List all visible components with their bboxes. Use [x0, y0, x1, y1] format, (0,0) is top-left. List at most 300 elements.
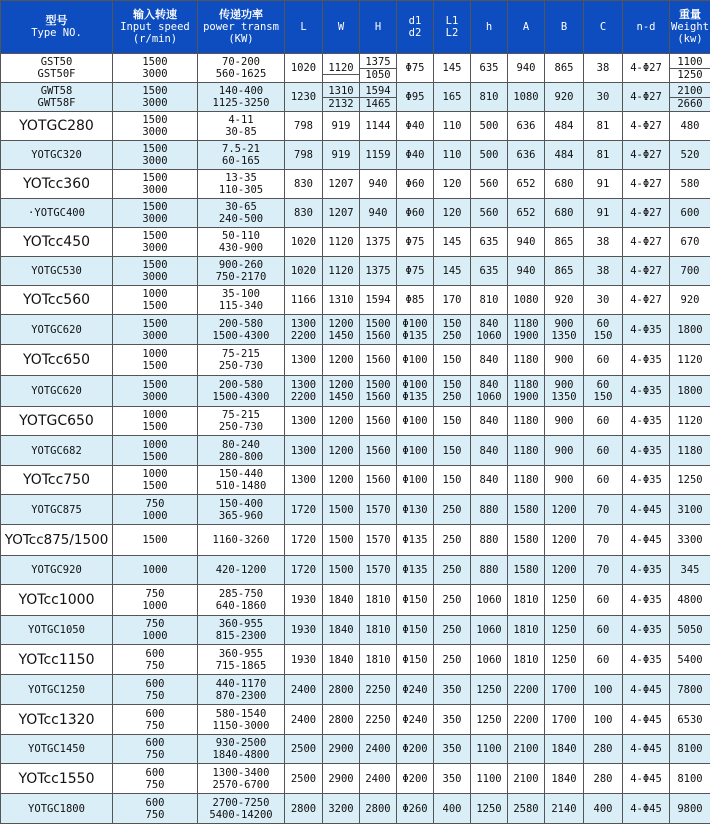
table-row: [1, 199, 710, 228]
table-row: [1, 141, 710, 170]
speed-cell: 1000 1500: [113, 466, 198, 495]
w-cell: 1207: [323, 199, 360, 228]
table-row: [1, 170, 710, 199]
lx-cell: 145: [434, 228, 471, 257]
d-cell: Φ100: [397, 436, 434, 466]
l-cell: 1020: [285, 257, 323, 286]
a-cell: 652: [508, 199, 545, 228]
d-cell: Φ240: [397, 705, 434, 735]
weight-cell: 1800: [670, 376, 710, 407]
h-cell: 1144: [360, 112, 397, 141]
d-cell: Φ240: [397, 675, 434, 705]
h-cell: 1560: [360, 345, 397, 376]
power-cell: 75-215 250-730: [198, 407, 285, 436]
w-cell: 2800: [323, 675, 360, 705]
table-row: [1, 764, 710, 794]
h-cell: 1250: [471, 705, 508, 735]
b-cell: 920: [545, 83, 584, 112]
type-cell: ·YOTGC400: [1, 199, 113, 228]
c-cell: 70: [584, 525, 623, 556]
c-cell: 70: [584, 495, 623, 525]
speed-cell: 1500 3000: [113, 199, 198, 228]
l-cell: 1720: [285, 525, 323, 556]
type-cell: YOTGC1250: [1, 675, 113, 705]
power-cell: 580-1540 1150-3000: [198, 705, 285, 735]
speed-cell: 1500 3000: [113, 83, 198, 112]
table-row: [1, 616, 710, 645]
b-cell: 680: [545, 199, 584, 228]
lx-cell: 250: [434, 616, 471, 645]
table-row: [1, 495, 710, 525]
a-cell: 2200: [508, 705, 545, 735]
c-cell: 30: [584, 286, 623, 315]
type-cell: YOTGC1050: [1, 616, 113, 645]
type-cell: YOTGC1800: [1, 794, 113, 824]
b-cell: 2140: [545, 794, 584, 824]
lx-cell: 150 250: [434, 315, 471, 345]
type-cell: YOTGC650: [1, 407, 113, 436]
power-cell: 1300-3400 2570-6700: [198, 764, 285, 794]
c-cell: 60: [584, 466, 623, 495]
b-cell: 865: [545, 257, 584, 286]
b-cell: 1700: [545, 705, 584, 735]
h-cell: 2400: [360, 764, 397, 794]
b-cell: 900: [545, 436, 584, 466]
c-cell: 100: [584, 675, 623, 705]
weight-cell: 8100: [670, 764, 710, 794]
power-cell: 50-110 430-900: [198, 228, 285, 257]
c-cell: 30: [584, 83, 623, 112]
nd-cell: 4-Φ45: [623, 495, 670, 525]
d-cell: Φ40: [397, 112, 434, 141]
d-cell: Φ135: [397, 556, 434, 585]
h-cell: 635: [471, 257, 508, 286]
h-cell: 880: [471, 556, 508, 585]
b-cell: 484: [545, 141, 584, 170]
spec-body: [1, 54, 710, 824]
h-cell: 880: [471, 495, 508, 525]
table-row: [1, 315, 710, 345]
table-row: [1, 735, 710, 764]
speed-cell: 1500 3000: [113, 257, 198, 286]
speed-cell: 600 750: [113, 764, 198, 794]
h-cell: 940: [360, 199, 397, 228]
d-cell: Φ60: [397, 199, 434, 228]
h-cell: 840: [471, 345, 508, 376]
lx-cell: 110: [434, 141, 471, 170]
b-cell: 900 1350: [545, 315, 584, 345]
w-cell: 2900: [323, 735, 360, 764]
header-nd: n-d: [623, 1, 670, 54]
speed-cell: 600 750: [113, 705, 198, 735]
weight-cell: 920: [670, 286, 710, 315]
l-cell: 2500: [285, 735, 323, 764]
c-cell: 70: [584, 556, 623, 585]
l-cell: 1720: [285, 495, 323, 525]
weight-cell: 1250: [670, 466, 710, 495]
header-a: A: [508, 1, 545, 54]
l-cell: 2800: [285, 794, 323, 824]
c-cell: 81: [584, 112, 623, 141]
h-cell: 810: [471, 286, 508, 315]
c-cell: 38: [584, 228, 623, 257]
nd-cell: 4-Φ45: [623, 764, 670, 794]
h-cell: 1594 1465: [360, 83, 397, 112]
lx-cell: 250: [434, 585, 471, 616]
a-cell: 940: [508, 257, 545, 286]
c-cell: 38: [584, 54, 623, 83]
weight-cell: 600: [670, 199, 710, 228]
table-row: [1, 83, 710, 112]
c-cell: 60: [584, 645, 623, 675]
table-row: [1, 466, 710, 495]
d-cell: Φ75: [397, 54, 434, 83]
c-cell: 60: [584, 345, 623, 376]
h-cell: 2250: [360, 705, 397, 735]
d-cell: Φ100 Φ135: [397, 315, 434, 345]
speed-cell: 1500 3000: [113, 141, 198, 170]
a-cell: 1180 1900: [508, 376, 545, 407]
power-cell: 75-215 250-730: [198, 345, 285, 376]
l-cell: 1930: [285, 616, 323, 645]
weight-cell: 9800: [670, 794, 710, 824]
table-row: [1, 376, 710, 407]
b-cell: 920: [545, 286, 584, 315]
w-cell: 2800: [323, 705, 360, 735]
l-cell: 2400: [285, 705, 323, 735]
a-cell: 2100: [508, 735, 545, 764]
nd-cell: 4-Φ35: [623, 345, 670, 376]
weight-cell: 1120: [670, 345, 710, 376]
b-cell: 1250: [545, 616, 584, 645]
speed-cell: 600 750: [113, 735, 198, 764]
h-cell: 1375 1050: [360, 54, 397, 83]
nd-cell: 4-Φ27: [623, 257, 670, 286]
weight-cell: 700: [670, 257, 710, 286]
l-cell: 798: [285, 112, 323, 141]
weight-cell: 1120: [670, 407, 710, 436]
d-cell: Φ150: [397, 616, 434, 645]
d-cell: Φ75: [397, 257, 434, 286]
power-cell: 35-100 115-340: [198, 286, 285, 315]
b-cell: 1840: [545, 764, 584, 794]
type-cell: YOTGC280: [1, 112, 113, 141]
h-cell: 1560: [360, 436, 397, 466]
l-cell: 1230: [285, 83, 323, 112]
l-cell: 1166: [285, 286, 323, 315]
b-cell: 1200: [545, 556, 584, 585]
c-cell: 91: [584, 170, 623, 199]
l-cell: 1300 2200: [285, 315, 323, 345]
w-cell: 1310 2132: [323, 83, 360, 112]
a-cell: 2100: [508, 764, 545, 794]
lx-cell: 120: [434, 170, 471, 199]
a-cell: 940: [508, 228, 545, 257]
d-cell: Φ150: [397, 645, 434, 675]
w-cell: 1120: [323, 257, 360, 286]
a-cell: 1180: [508, 345, 545, 376]
nd-cell: 4-Φ45: [623, 525, 670, 556]
weight-cell: 3100: [670, 495, 710, 525]
type-cell: YOTGC682: [1, 436, 113, 466]
c-cell: 60: [584, 585, 623, 616]
h-cell: 2400: [360, 735, 397, 764]
h-cell: 2250: [360, 675, 397, 705]
power-cell: 7.5-21 60-165: [198, 141, 285, 170]
l-cell: 1300: [285, 436, 323, 466]
header-h: H: [360, 1, 397, 54]
speed-cell: 1500: [113, 525, 198, 556]
weight-cell: 8100: [670, 735, 710, 764]
header-row: [1, 1, 710, 54]
h-cell: 840 1060: [471, 315, 508, 345]
power-cell: 1160-3260: [198, 525, 285, 556]
w-cell: 2900: [323, 764, 360, 794]
d-cell: Φ75: [397, 228, 434, 257]
c-cell: 60: [584, 616, 623, 645]
a-cell: 1180: [508, 436, 545, 466]
h-cell: 500: [471, 141, 508, 170]
nd-cell: 4-Φ27: [623, 54, 670, 83]
type-cell: YOTcc650: [1, 345, 113, 376]
l-cell: 1300 2200: [285, 376, 323, 407]
header-d: d1 d2: [397, 1, 434, 54]
h-cell: 1159: [360, 141, 397, 170]
nd-cell: 4-Φ35: [623, 376, 670, 407]
type-cell: YOTGC620: [1, 315, 113, 345]
header-h-small: h: [471, 1, 508, 54]
weight-cell: 4800: [670, 585, 710, 616]
type-cell: YOTcc1550: [1, 764, 113, 794]
h-cell: 2800: [360, 794, 397, 824]
type-cell: YOTGC1450: [1, 735, 113, 764]
power-cell: 80-240 280-800: [198, 436, 285, 466]
nd-cell: 4-Φ27: [623, 228, 670, 257]
lx-cell: 165: [434, 83, 471, 112]
nd-cell: 4-Φ35: [623, 556, 670, 585]
nd-cell: 4-Φ35: [623, 315, 670, 345]
b-cell: 484: [545, 112, 584, 141]
power-cell: 200-580 1500-4300: [198, 376, 285, 407]
b-cell: 680: [545, 170, 584, 199]
b-cell: 1250: [545, 585, 584, 616]
a-cell: 2580: [508, 794, 545, 824]
l-cell: 1930: [285, 585, 323, 616]
table-row: [1, 54, 710, 83]
d-cell: Φ150: [397, 585, 434, 616]
type-cell: YOTcc360: [1, 170, 113, 199]
l-cell: 2400: [285, 675, 323, 705]
l-cell: 1020: [285, 228, 323, 257]
h-cell: 810: [471, 83, 508, 112]
table-row: [1, 345, 710, 376]
l-cell: 1720: [285, 556, 323, 585]
power-cell: 140-400 1125-3250: [198, 83, 285, 112]
type-cell: YOTGC920: [1, 556, 113, 585]
w-cell: 1120: [323, 54, 360, 83]
lx-cell: 170: [434, 286, 471, 315]
l-cell: 1300: [285, 407, 323, 436]
speed-cell: 600 750: [113, 675, 198, 705]
h-cell: 940: [360, 170, 397, 199]
type-cell: YOTcc560: [1, 286, 113, 315]
weight-cell: 480: [670, 112, 710, 141]
speed-cell: 1000 1500: [113, 286, 198, 315]
table-row: [1, 286, 710, 315]
d-cell: Φ100: [397, 407, 434, 436]
h-cell: 840 1060: [471, 376, 508, 407]
table-row: [1, 112, 710, 141]
h-cell: 1060: [471, 585, 508, 616]
type-cell: GST50 GST50F: [1, 54, 113, 83]
h-cell: 840: [471, 407, 508, 436]
lx-cell: 150: [434, 466, 471, 495]
lx-cell: 150: [434, 436, 471, 466]
b-cell: 1700: [545, 675, 584, 705]
lx-cell: 350: [434, 675, 471, 705]
a-cell: 2200: [508, 675, 545, 705]
nd-cell: 4-Φ35: [623, 645, 670, 675]
header-weight: 重量 Weight (kw): [670, 1, 710, 54]
a-cell: 652: [508, 170, 545, 199]
l-cell: 1020: [285, 54, 323, 83]
c-cell: 81: [584, 141, 623, 170]
l-cell: 1300: [285, 345, 323, 376]
a-cell: 1080: [508, 83, 545, 112]
d-cell: Φ200: [397, 735, 434, 764]
weight-cell: 520: [670, 141, 710, 170]
type-cell: YOTGC875: [1, 495, 113, 525]
table-row: [1, 645, 710, 675]
l-cell: 2500: [285, 764, 323, 794]
c-cell: 60: [584, 407, 623, 436]
power-cell: 150-440 510-1480: [198, 466, 285, 495]
d-cell: Φ100: [397, 345, 434, 376]
lx-cell: 350: [434, 705, 471, 735]
type-cell: YOTGC620: [1, 376, 113, 407]
h-cell: 1810: [360, 585, 397, 616]
header-c: C: [584, 1, 623, 54]
speed-cell: 1000 1500: [113, 436, 198, 466]
h-cell: 1570: [360, 525, 397, 556]
w-cell: 919: [323, 141, 360, 170]
a-cell: 1180: [508, 407, 545, 436]
nd-cell: 4-Φ27: [623, 199, 670, 228]
w-cell: 1207: [323, 170, 360, 199]
weight-cell: 345: [670, 556, 710, 585]
speed-cell: 600 750: [113, 645, 198, 675]
weight-cell: 2100 2660: [670, 83, 710, 112]
d-cell: Φ260: [397, 794, 434, 824]
speed-cell: 1500 3000: [113, 228, 198, 257]
h-cell: 1060: [471, 616, 508, 645]
nd-cell: 4-Φ35: [623, 407, 670, 436]
c-cell: 280: [584, 764, 623, 794]
w-cell: 1120: [323, 228, 360, 257]
type-cell: YOTcc875/1500: [1, 525, 113, 556]
table-row: [1, 556, 710, 585]
lx-cell: 150: [434, 407, 471, 436]
h-cell: 1810: [360, 616, 397, 645]
table-row: [1, 407, 710, 436]
speed-cell: 1500 3000: [113, 376, 198, 407]
c-cell: 280: [584, 735, 623, 764]
table-row: [1, 794, 710, 824]
nd-cell: 4-Φ35: [623, 616, 670, 645]
nd-cell: 4-Φ27: [623, 286, 670, 315]
weight-cell: 580: [670, 170, 710, 199]
type-cell: YOTcc750: [1, 466, 113, 495]
weight-cell: 7800: [670, 675, 710, 705]
c-cell: 60 150: [584, 376, 623, 407]
header-l1l2: L1 L2: [434, 1, 471, 54]
b-cell: 900: [545, 407, 584, 436]
w-cell: 1500: [323, 556, 360, 585]
w-cell: 1200: [323, 345, 360, 376]
speed-cell: 1000: [113, 556, 198, 585]
h-cell: 1560: [360, 466, 397, 495]
type-cell: YOTcc450: [1, 228, 113, 257]
b-cell: 900: [545, 466, 584, 495]
nd-cell: 4-Φ35: [623, 466, 670, 495]
h-cell: 840: [471, 466, 508, 495]
h-cell: 1060: [471, 645, 508, 675]
header-power: 传递功率 power transm (KW): [198, 1, 285, 54]
weight-cell: 5050: [670, 616, 710, 645]
d-cell: Φ40: [397, 141, 434, 170]
power-cell: 285-750 640-1860: [198, 585, 285, 616]
power-cell: 2700-7250 5400-14200: [198, 794, 285, 824]
lx-cell: 250: [434, 495, 471, 525]
a-cell: 1180 1900: [508, 315, 545, 345]
h-cell: 1375: [360, 228, 397, 257]
nd-cell: 4-Φ27: [623, 112, 670, 141]
lx-cell: 150 250: [434, 376, 471, 407]
h-cell: 1500 1560: [360, 376, 397, 407]
nd-cell: 4-Φ45: [623, 675, 670, 705]
nd-cell: 4-Φ27: [623, 141, 670, 170]
type-cell: YOTcc1150: [1, 645, 113, 675]
h-cell: 1250: [471, 794, 508, 824]
c-cell: 91: [584, 199, 623, 228]
speed-cell: 1000 1500: [113, 345, 198, 376]
power-cell: 900-260 750-2170: [198, 257, 285, 286]
speed-cell: 1500 3000: [113, 112, 198, 141]
speed-cell: 1500 3000: [113, 54, 198, 83]
b-cell: 1840: [545, 735, 584, 764]
lx-cell: 400: [434, 794, 471, 824]
a-cell: 1580: [508, 556, 545, 585]
power-cell: 13-35 110-305: [198, 170, 285, 199]
h-cell: 1570: [360, 556, 397, 585]
type-cell: YOTcc1320: [1, 705, 113, 735]
weight-cell: 3300: [670, 525, 710, 556]
header-l: L: [285, 1, 323, 54]
power-cell: 30-65 240-500: [198, 199, 285, 228]
table-row: [1, 585, 710, 616]
weight-cell: 1800: [670, 315, 710, 345]
w-cell: 1200: [323, 466, 360, 495]
h-cell: 1560: [360, 407, 397, 436]
header-speed: 输入转速 Input speed (r/min): [113, 1, 198, 54]
d-cell: Φ200: [397, 764, 434, 794]
h-cell: 1810: [360, 645, 397, 675]
lx-cell: 150: [434, 345, 471, 376]
c-cell: 60 150: [584, 315, 623, 345]
a-cell: 1180: [508, 466, 545, 495]
w-cell: 1200 1450: [323, 376, 360, 407]
a-cell: 1810: [508, 585, 545, 616]
